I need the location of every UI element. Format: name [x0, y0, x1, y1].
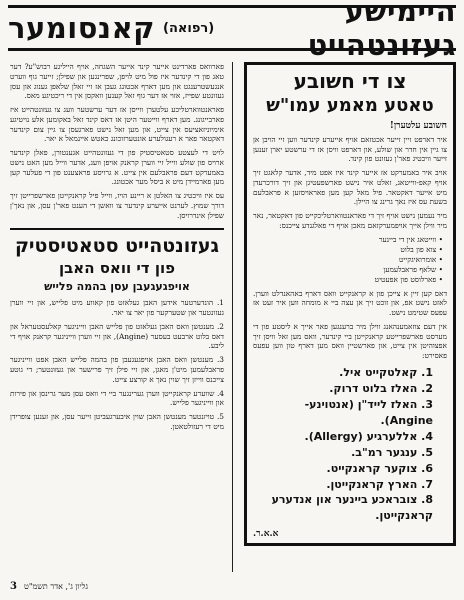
article-box — [244, 62, 456, 546]
list-item: • שלאף פראבלעמען — [253, 265, 443, 275]
numbered-item: 2. האלז בלוט דרוק. — [329, 381, 433, 395]
statistics-item: 1. הונדערטער אידען האבן געלאזט פון קאווע מיט פלייש, און זיי ווערן געזונטער און שטערקער פון יאר צו יאר. — [10, 298, 224, 318]
article-paragraph: דאס קען זיין א צייכן פון א קראנקייט וואס דארף באהאנדלט ווערן. לאזט נישט אפ, און זוכט זיך אן עצה ביי א מומחה ווען איר זעט אז עפעס שטימט נישט. — [253, 288, 447, 318]
statistics-item: 3. מענטשן וואס האבן אויפגעגעבן פון בהמה פלייש האבן אפט ווייניגער פראבלעמען מיט'ן מאגן, און זיי פילן זיך פרישער און געזונטער; די גוטע צייכנס ווייזן זיך שוין נאך א קורצע צייט. — [10, 355, 224, 384]
statistics-item: 2. מענטשן וואס האבן געלאזט פון פלייש האבן ווייניגער קאלעסטעראל און דאס בלוט ארבעט בעסער (Angine), און זיי ווערן ווייניגער קראנק אויף די ליבע. — [10, 321, 224, 351]
article-subheading: טאטע מאמע עמו"ש — [266, 95, 434, 116]
symptom-list — [253, 235, 443, 285]
numbered-list — [253, 365, 447, 524]
list-item: • צוא פון בלוט — [253, 245, 443, 255]
numbered-item: 8. צובראכע ביינער און אנדערע קראנקייטן. — [271, 493, 433, 523]
footer-text: גליון ג', אדר תשמ"ט — [24, 582, 88, 591]
section-subheading-2: אויפגעגעבן עסן בהמה פלייש — [44, 280, 190, 294]
article-signature: א.א.ר. — [253, 529, 279, 540]
column-paragraph: פאראנטווארטליכע עלטערן ווייסן אז דער ערשטער וועג צו געזונטהייט איז פארבייגונג. מען דארף ווייטער היטן אז דאס קינד זאל באקומען אלע נויטיגע אימיוניזאציעס אין צייט, און מען זאל נישט פארגעסן צו גיין צום קינדער דאקטאר פאר א רעגולערע אונטערזוכונג כאטש איינמאל א יאר. — [10, 105, 224, 144]
statistics-item: 5. טויזנטער מענטשן האבן שוין איבערגעביטן זייער עסן, און זענען צופרידן מיט די רעזולטאטן. — [10, 412, 224, 431]
article-paragraph: אין דעם צוזאמענהאנג ווילן מיר ברענגען פאר אייך א ליסטע פון די מערסט פארשפרייטע קראנקייטן ביי קינדער, וואס מען זאל וויסן זיך אפצוהיטן אין צייט, און פארשטיין וואס מען דארף טון ווען עפעס פאסירט: — [253, 321, 447, 361]
numbered-item: 4. אללערגיע (Allergy). — [304, 429, 433, 443]
article-paragraph: איר דארפט זיין זייער אכטזאם אויף אייערע קינדער ווען זיי הויבן אן צו גיין אין חדר און שולע, און דארפט וויסן אז די ערשטע יארן זענען זייער וויכטיג פאר'ן געזונט פון קינד. — [253, 134, 447, 164]
numbered-item: 6. צוקער קראנקייט. — [326, 461, 433, 475]
list-item: • פארלוסט פון אפעטיט — [253, 275, 443, 285]
masthead — [8, 0, 456, 62]
numbered-item: 3. האלז לייד"ן (אנטוינע-Angine). — [304, 397, 433, 427]
masthead-paren: (רפואה) — [163, 20, 215, 36]
column-paragraph: לויט די לעצטע סטאטיסטיק פון די געזונטהייט אגענטורן, פאלן קינדער ארויס פון שולע ווייל זיי ווערן קראנק אויפן וועג, אדער ווייל מען האט נישט באמערקט דעם פראבלעם אין צייט. א גרויסע פראצענט פון די פעלער קען מען פארמיידן מיט א ביסל מער אכטונג. — [10, 148, 224, 187]
numbered-item: 7. הארץ קראנקייטן. — [326, 477, 433, 491]
statistics-item: 4. שווערע קראנקייטן ווערן גערינגער ביי די וואס עסן מער גרינסן און פירות און ווייניגער פלייש. — [10, 388, 224, 408]
section-subheading: פון די וואס האבן — [58, 259, 175, 278]
list-item: • אומרואיגקייט — [253, 255, 443, 265]
article-paragraph: מיר נעמען נישט אויף זיך די פאראנטווארטליכקייט פון דאקטאר, נאר מיר ווילן אייך אויפמערקזאם מאכן אויף די פאלגנדע צייכנס: — [253, 211, 447, 230]
numbered-item: 5. ענגער רמ"ב. — [351, 445, 433, 459]
article-byline: חשובע עלטערן! — [389, 120, 447, 131]
list-item: • ווייטאג אין די ביינער — [253, 235, 443, 245]
column-paragraph: פארוואס פארדינט אייער קינד אייער השגחה, אויף הייליגע רבוש"ע? דער טאג פון די קינדער איז פול מיט לויפן, שפרינגען און שפילן; זייער גוף ווערט אנגעשטרענגט און מען דארף אכטונג געבן אז זיי זאלן שלאפן גענוג און עסן געזונטע שפייז, אזוי אז דער גוף זאל קענען וואקסן אין די ריכטיגע מאס. — [10, 62, 224, 101]
column-divider — [232, 62, 233, 572]
page-number: 3 — [10, 581, 17, 592]
article-paragraph: אויב איר באמערקט אז אייער קינד איז אפט מיד, אדער קלאגט זיך אויף קאפ-ווייטאג, זאלט איר נישט פארשפעטיגן און זיך דורכרעדן מיט אייער דאקטאר. פיל מאל קען מען פאראויסזען א פראבלעם בשעת עס איז נאך גרינג צו היילן. — [253, 168, 447, 207]
article-heading: צו די חשובע — [293, 69, 407, 93]
statistics-section — [10, 228, 224, 431]
column-paragraph: עס איז וויכטיג צו האלטן א ריינע הויז, ווייל פיל קראנקייטן פארשפרייטן זיך דורך שמוץ. לערנט אייערע קינדער צו וואשן די הענט פאר'ן עסן, און נאך'ן שפילן אינדרויסן. — [10, 191, 224, 220]
numbered-item: 1. קאלטקייט איל. — [339, 365, 433, 379]
masthead-title-2: קאנסומער — [8, 11, 156, 45]
masthead-title: היימישע געזונטהייט — [307, 0, 456, 62]
section-heading: געזונטהייט סטאטיסטיק — [14, 235, 220, 258]
right-column — [244, 62, 456, 546]
page-footer — [10, 581, 454, 593]
left-column — [10, 62, 224, 436]
